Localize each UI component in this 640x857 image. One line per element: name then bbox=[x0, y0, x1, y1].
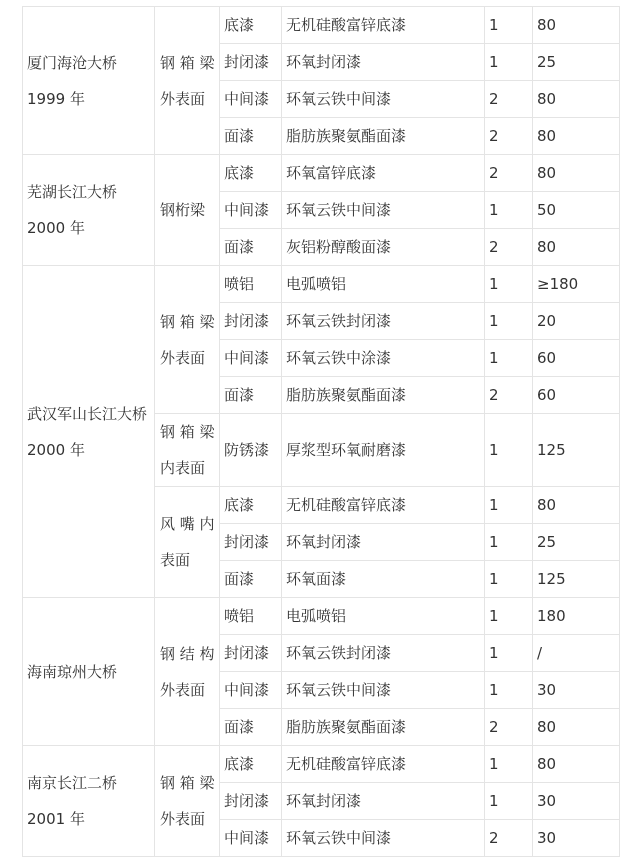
part-cell: 钢 结 构 外表面 bbox=[155, 598, 220, 746]
bridge-name: 芜湖长江大桥 bbox=[27, 183, 118, 201]
coats-cell: 2 bbox=[485, 155, 533, 192]
thickness-cell: 80 bbox=[533, 709, 620, 746]
layer-cell: 封闭漆 bbox=[220, 524, 282, 561]
layer-cell: 面漆 bbox=[220, 709, 282, 746]
bridge-cell bbox=[23, 598, 155, 746]
bridge-name: 南京长江二桥 bbox=[27, 774, 118, 792]
bridge-year: 2000 年 bbox=[27, 440, 85, 459]
material-cell: 环氧封闭漆 bbox=[282, 783, 485, 820]
table-row bbox=[23, 266, 620, 303]
coats-cell: 1 bbox=[485, 414, 533, 487]
layer-cell: 面漆 bbox=[220, 561, 282, 598]
thickness-cell: 125 bbox=[533, 561, 620, 598]
material-cell: 环氧云铁封闭漆 bbox=[282, 303, 485, 340]
coats-cell: 1 bbox=[485, 635, 533, 672]
layer-cell: 底漆 bbox=[220, 746, 282, 783]
material-cell: 电弧喷铝 bbox=[282, 266, 485, 303]
material-cell: 环氧云铁中间漆 bbox=[282, 81, 485, 118]
layer-cell: 中间漆 bbox=[220, 340, 282, 377]
thickness-cell: 80 bbox=[533, 81, 620, 118]
layer-cell: 中间漆 bbox=[220, 192, 282, 229]
coats-cell: 1 bbox=[485, 783, 533, 820]
layer-cell: 面漆 bbox=[220, 229, 282, 266]
thickness-cell: 80 bbox=[533, 487, 620, 524]
layer-cell: 喷铝 bbox=[220, 598, 282, 635]
coats-cell: 1 bbox=[485, 7, 533, 44]
material-cell: 电弧喷铝 bbox=[282, 598, 485, 635]
material-cell: 无机硅酸富锌底漆 bbox=[282, 746, 485, 783]
coats-cell: 2 bbox=[485, 377, 533, 414]
material-cell: 脂肪族聚氨酯面漆 bbox=[282, 118, 485, 155]
material-cell: 环氧云铁封闭漆 bbox=[282, 635, 485, 672]
table-row bbox=[23, 155, 620, 192]
thickness-cell: 25 bbox=[533, 524, 620, 561]
coats-cell: 2 bbox=[485, 81, 533, 118]
coats-cell: 1 bbox=[485, 340, 533, 377]
coats-cell: 1 bbox=[485, 524, 533, 561]
part-cell: 钢 箱 梁 外表面 bbox=[155, 7, 220, 155]
bridge-name: 厦门海沧大桥 bbox=[27, 53, 118, 72]
layer-cell: 面漆 bbox=[220, 118, 282, 155]
part-cell: 钢 箱 梁 外表面 bbox=[155, 746, 220, 857]
material-cell: 环氧封闭漆 bbox=[282, 44, 485, 81]
coats-cell: 1 bbox=[485, 303, 533, 340]
coats-cell: 1 bbox=[485, 598, 533, 635]
material-cell: 无机硅酸富锌底漆 bbox=[282, 487, 485, 524]
bridge-cell bbox=[23, 266, 155, 598]
material-cell: 环氧面漆 bbox=[282, 561, 485, 598]
coats-cell: 2 bbox=[485, 820, 533, 857]
thickness-cell: 30 bbox=[533, 672, 620, 709]
layer-cell: 喷铝 bbox=[220, 266, 282, 303]
bridge-cell bbox=[23, 746, 155, 857]
thickness-cell: 50 bbox=[533, 192, 620, 229]
coats-cell: 1 bbox=[485, 44, 533, 81]
coats-cell: 1 bbox=[485, 266, 533, 303]
bridge-cell bbox=[23, 155, 155, 266]
layer-cell: 底漆 bbox=[220, 487, 282, 524]
thickness-cell: ≥180 bbox=[533, 266, 620, 303]
coats-cell: 2 bbox=[485, 229, 533, 266]
coating-table bbox=[22, 6, 620, 857]
material-cell: 脂肪族聚氨酯面漆 bbox=[282, 709, 485, 746]
thickness-cell: 125 bbox=[533, 414, 620, 487]
coats-cell: 1 bbox=[485, 192, 533, 229]
material-cell: 环氧云铁中涂漆 bbox=[282, 340, 485, 377]
part-cell: 钢桁梁 bbox=[155, 155, 220, 266]
layer-cell: 底漆 bbox=[220, 155, 282, 192]
thickness-cell: 60 bbox=[533, 340, 620, 377]
thickness-cell: 25 bbox=[533, 44, 620, 81]
material-cell: 脂肪族聚氨酯面漆 bbox=[282, 377, 485, 414]
material-cell: 环氧封闭漆 bbox=[282, 524, 485, 561]
layer-cell: 中间漆 bbox=[220, 672, 282, 709]
bridge-cell bbox=[23, 7, 155, 155]
material-cell: 无机硅酸富锌底漆 bbox=[282, 7, 485, 44]
part-cell: 钢 箱 梁 外表面 bbox=[155, 266, 220, 414]
thickness-cell: 80 bbox=[533, 7, 620, 44]
layer-cell: 封闭漆 bbox=[220, 44, 282, 81]
bridge-year: 2001 年 bbox=[27, 810, 85, 828]
coats-cell: 1 bbox=[485, 561, 533, 598]
part-cell: 钢 箱 梁 内表面 bbox=[155, 414, 220, 487]
coats-cell: 1 bbox=[485, 487, 533, 524]
layer-cell: 中间漆 bbox=[220, 820, 282, 857]
bridge-name: 武汉军山长江大桥 bbox=[27, 404, 148, 423]
coats-cell: 1 bbox=[485, 672, 533, 709]
material-cell: 环氧云铁中间漆 bbox=[282, 672, 485, 709]
thickness-cell: 20 bbox=[533, 303, 620, 340]
layer-cell: 中间漆 bbox=[220, 81, 282, 118]
coats-cell: 2 bbox=[485, 118, 533, 155]
thickness-cell: 180 bbox=[533, 598, 620, 635]
coats-cell: 1 bbox=[485, 746, 533, 783]
coating-table-body bbox=[23, 7, 620, 857]
thickness-cell: 80 bbox=[533, 229, 620, 266]
thickness-cell: 80 bbox=[533, 746, 620, 783]
material-cell: 厚浆型环氧耐磨漆 bbox=[282, 414, 485, 487]
material-cell: 灰铝粉醇酸面漆 bbox=[282, 229, 485, 266]
table-row bbox=[23, 598, 620, 635]
material-cell: 环氧富锌底漆 bbox=[282, 155, 485, 192]
layer-cell: 封闭漆 bbox=[220, 635, 282, 672]
thickness-cell: 30 bbox=[533, 783, 620, 820]
coats-cell: 2 bbox=[485, 709, 533, 746]
bridge-year: 1999 年 bbox=[27, 89, 85, 108]
material-cell: 环氧云铁中间漆 bbox=[282, 820, 485, 857]
thickness-cell: 30 bbox=[533, 820, 620, 857]
thickness-cell: 60 bbox=[533, 377, 620, 414]
table-row bbox=[23, 746, 620, 783]
bridge-name: 海南琼州大桥 bbox=[27, 662, 118, 681]
table-row bbox=[23, 7, 620, 44]
material-cell: 环氧云铁中间漆 bbox=[282, 192, 485, 229]
bridge-year: 2000 年 bbox=[27, 219, 85, 237]
thickness-cell: 80 bbox=[533, 155, 620, 192]
layer-cell: 封闭漆 bbox=[220, 783, 282, 820]
layer-cell: 底漆 bbox=[220, 7, 282, 44]
part-cell: 风 嘴 内 表面 bbox=[155, 487, 220, 598]
thickness-cell: 80 bbox=[533, 118, 620, 155]
thickness-cell: / bbox=[533, 635, 620, 672]
layer-cell: 封闭漆 bbox=[220, 303, 282, 340]
layer-cell: 面漆 bbox=[220, 377, 282, 414]
layer-cell: 防锈漆 bbox=[220, 414, 282, 487]
